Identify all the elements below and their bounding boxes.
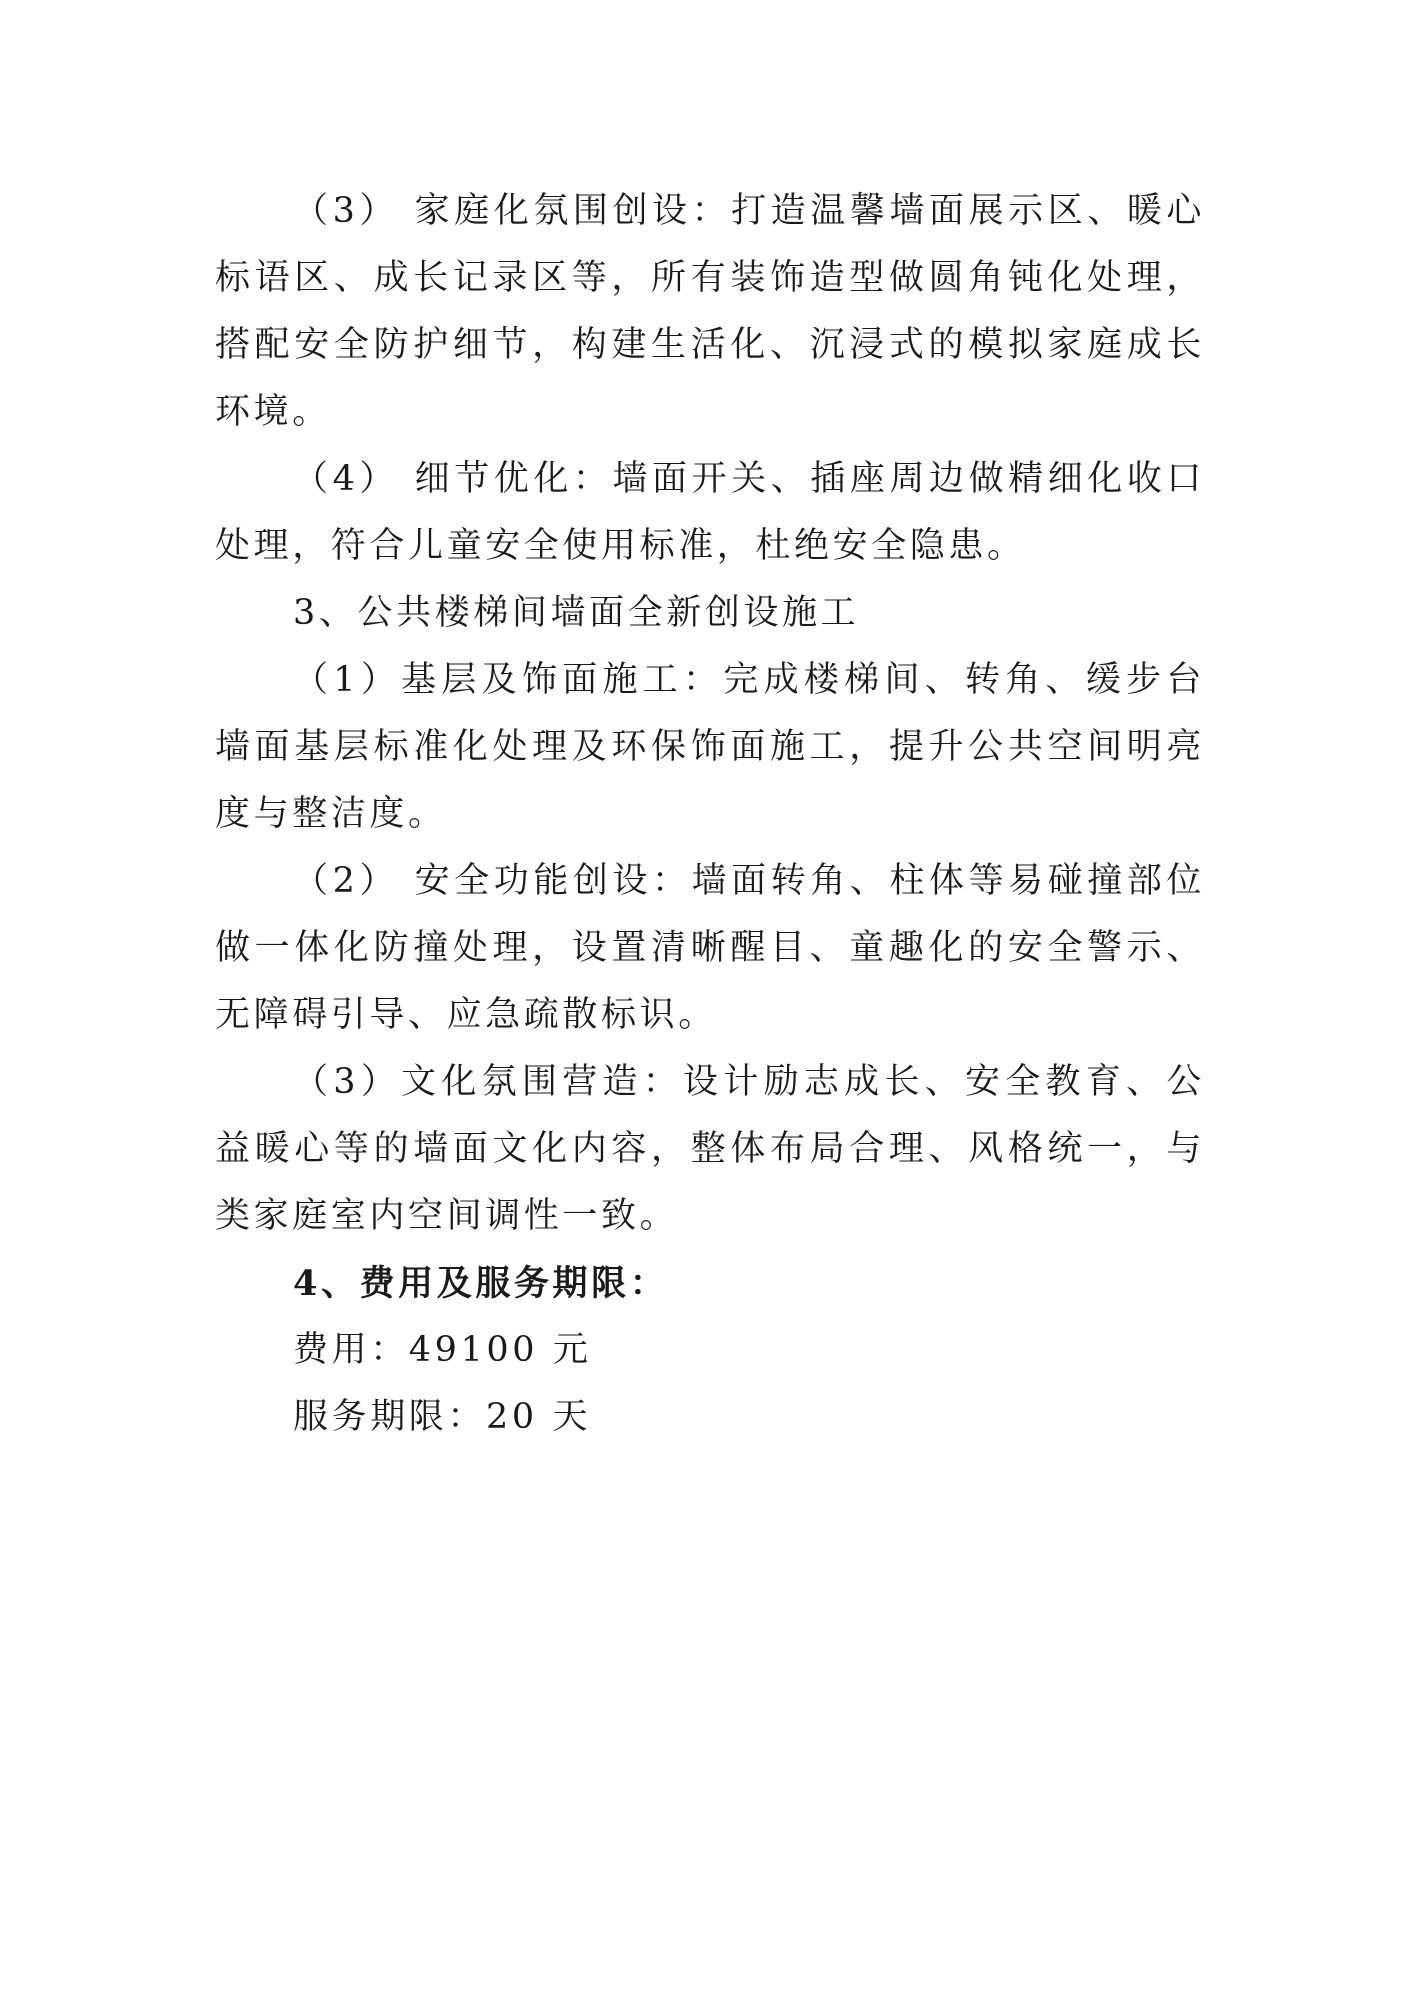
paragraph-culture-atmosphere: （3）文化氛围营造：设计励志成长、安全教育、公益暖心等的墙面文化内容，整体布局合理、风格统一，与类家庭室内空间调性一致。 [215, 1062, 1205, 1236]
paragraph-family-atmosphere: （3） 家庭化氛围创设：打造温馨墙面展示区、暖心标语区、成长记录区等，所有装饰造型做圆角钝化处理，搭配安全防护细节，构建生活化、沉浸式的模拟家庭成长环境。 [215, 191, 1205, 432]
paragraph-safety-function: （2） 安全功能创设：墙面转角、柱体等易碰撞部位做一体化防撞处理，设置清晰醒目、童趣化的安全警示、无障碍引导、应急疏散标识。 [215, 861, 1205, 1035]
section-4-heading: 4、费用及服务期限： [293, 1263, 669, 1304]
paragraph-detail-optimization: （4） 细节优化：墙面开关、插座周边做精细化收口处理，符合儿童安全使用标准，杜绝安全隐患。 [215, 459, 1205, 566]
document-body [215, 178, 1205, 1451]
section-3-heading: 3、公共楼梯间墙面全新创设施工 [293, 593, 860, 633]
service-period-line: 服务期限：20 天 [293, 1397, 592, 1437]
paragraph-base-finish-construction: （1）基层及饰面施工：完成楼梯间、转角、缓步台墙面基层标准化处理及环保饰面施工，提升公共空间明亮度与整洁度。 [215, 660, 1205, 834]
fee-line: 费用：49100 元 [293, 1330, 592, 1370]
